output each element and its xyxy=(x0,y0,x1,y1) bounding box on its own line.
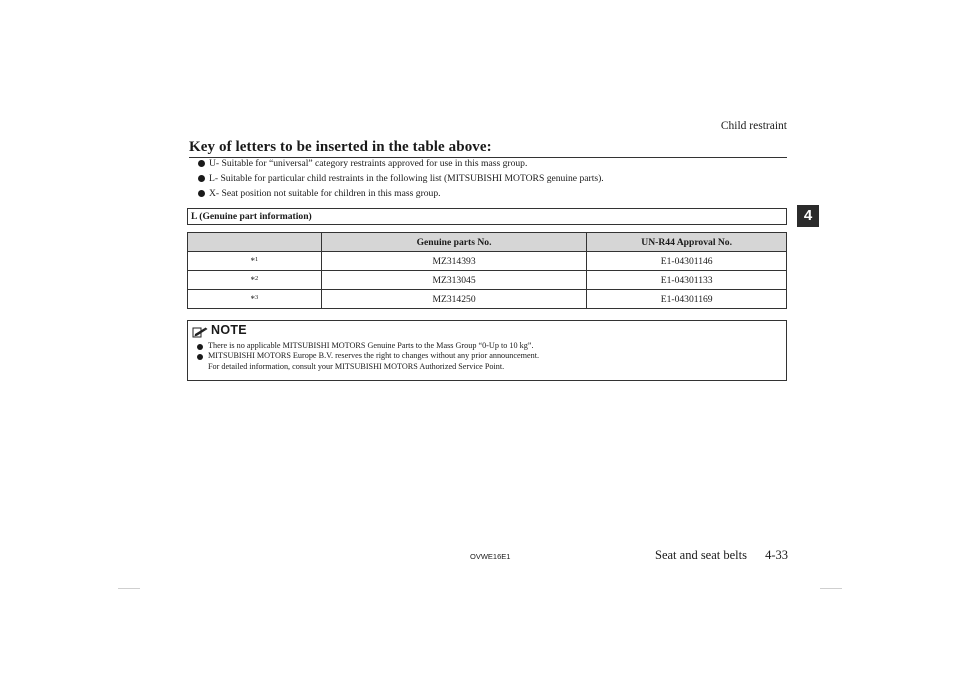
bullet-icon xyxy=(197,344,203,350)
table-header-row xyxy=(188,233,787,252)
table-header-part-no: Genuine parts No. xyxy=(321,233,587,252)
chapter-tab-marker: 4 xyxy=(797,205,819,227)
table-row xyxy=(188,290,787,309)
row-mark: *$^1$ xyxy=(188,252,322,271)
note-item: MITSUBISHI MOTORS Europe B.V. reserves the right to changes without any prior announcement. For detailed information, consult your MITSUBISHI MOTORS Authorized Service Point. xyxy=(197,351,782,372)
table-header-approval-no: UN-R44 Approval No. xyxy=(587,233,787,252)
note-label: NOTE xyxy=(211,323,247,337)
footer-section-name: Seat and seat belts xyxy=(655,548,747,562)
note-header xyxy=(192,323,247,337)
row-approval-no: E1-04301133 xyxy=(587,271,787,290)
row-part-no: MZ314393 xyxy=(321,252,587,271)
row-mark: *$^3$ xyxy=(188,290,322,309)
section-title: Key of letters to be inserted in the table above: xyxy=(189,139,787,158)
key-list xyxy=(198,156,788,201)
note-item: There is no applicable MITSUBISHI MOTORS Genuine Parts to the Mass Group “0-Up to 10 kg”. xyxy=(197,341,782,351)
footer-page-number: 4-33 xyxy=(765,548,788,562)
row-part-no: MZ313045 xyxy=(321,271,587,290)
bullet-icon xyxy=(198,160,205,167)
key-item-x: X- Seat position not suitable for children in this mass group. xyxy=(198,186,788,201)
note-pencil-icon xyxy=(192,325,209,336)
table-row xyxy=(188,252,787,271)
genuine-part-info-box: L (Genuine part information) xyxy=(187,208,787,225)
footer-doc-code: OVWE16E1 xyxy=(470,552,511,561)
table-header-mark xyxy=(188,233,322,252)
bullet-icon xyxy=(198,175,205,182)
crop-mark xyxy=(820,588,842,589)
header-section-name: Child restraint xyxy=(720,120,787,132)
crop-mark xyxy=(118,588,140,589)
bullet-icon xyxy=(198,190,205,197)
key-item-u: U- Suitable for “universal” category restraints approved for use in this mass group. xyxy=(198,156,788,171)
row-part-no: MZ314250 xyxy=(321,290,587,309)
key-item-l: L- Suitable for particular child restraints in the following list (MITSUBISHI MOTORS genuine parts). xyxy=(198,171,788,186)
row-approval-no: E1-04301146 xyxy=(587,252,787,271)
row-approval-no: E1-04301169 xyxy=(587,290,787,309)
bullet-icon xyxy=(197,354,203,360)
note-box xyxy=(187,320,787,381)
row-mark: *$^2$ xyxy=(188,271,322,290)
genuine-parts-table xyxy=(187,232,787,309)
table-row xyxy=(188,271,787,290)
note-list xyxy=(197,341,782,372)
